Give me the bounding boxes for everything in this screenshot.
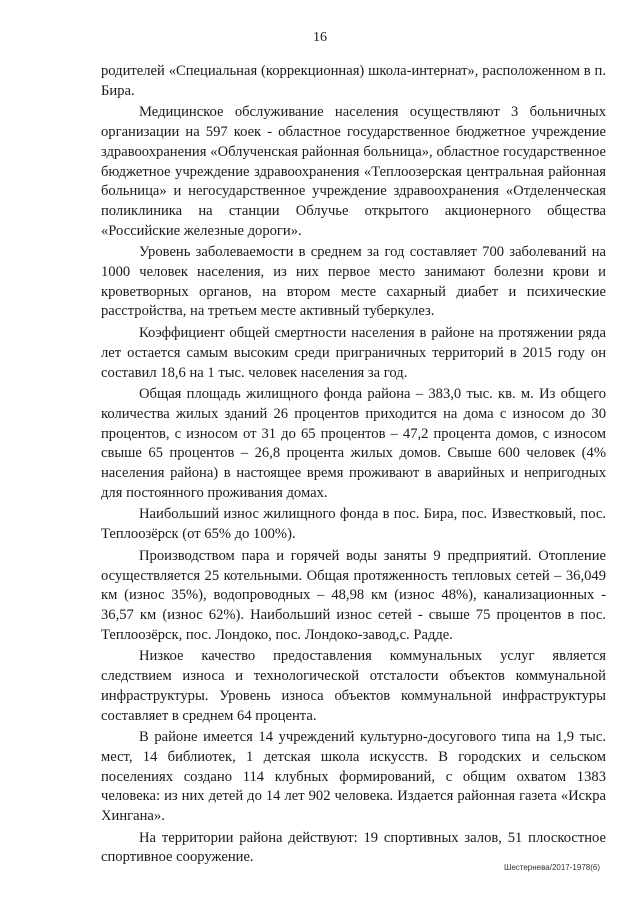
paragraph-5: Общая площадь жилищного фонда района – 383,0 тыс. кв. м. Из общего количества жилых зданий 26 процентов приходится на дома с износом до 30 процентов, с износом от 31 до 65 процентов – 47,2 процента домов, с износом свыше 65 процентов – 26,8 процента жилых домов. Свыше 600 человек (4% населения района) в настоящее время проживают в аварийных и непригодных для постоянного проживания домах. — [101, 386, 606, 501]
paragraph-3: Уровень заболеваемости в среднем за год составляет 700 заболеваний на 1000 человек населения, из них первое место занимают болезни крови и кроветворных органов, на втором месте сахарный диабет и психические расстройства, на третьем месте активный туберкулез. — [101, 244, 606, 320]
paragraph-7: Производством пара и горячей воды заняты 9 предприятий. Отопление осуществляется 25 котельными. Общая протяженность тепловых сетей – 36,049 км (износ 35%), водопроводных – 48,98 км (износ 48%), канализационных - 36,57 км (износ 62%). Наибольший износ сетей - свыше 75 процентов в пос. Теплоозёрск, пос. Лондоко, пос. Лондоко-завод,с. Радде. — [101, 547, 606, 643]
paragraph-10: На территории района действуют: 19 спортивных залов, 51 плоскостное спортивное сооружение. — [101, 829, 606, 866]
paragraph-8: Низкое качество предоставления коммунальных услуг является следствием износа и технологической отсталости объектов коммунальной инфраструктуры. Уровень износа объектов коммунальной инфраструктуры составляет в среднем 64 процента. — [101, 648, 606, 724]
paragraph-4: Коэффициент общей смертности населения в районе на протяжении ряда лет остается самым высоким среди приграничных территорий в 2015 году он составил 18,6 на 1 тыс. человек населения за год. — [101, 325, 606, 381]
page-number: 16 — [313, 30, 327, 45]
paragraph-1: родителей «Специальная (коррекционная) школа-интернат», расположенном в п. Бира. — [101, 63, 606, 99]
document-body — [101, 62, 606, 870]
paragraph-2: Медицинское обслуживание населения осуществляют 3 больничных организации на 597 коек - областное государственное бюджетное учреждение здравоохранения «Облученская районная больница», областное государственное бюджетное учреждение здравоохранения «Теплоозерская центральная районная больница» и негосударственное учреждение здравоохранения «Отделенческая поликлиника на станции Облучье открытого акционерного общества «Российские железные дороги». — [101, 104, 606, 239]
paragraph-9: В районе имеется 14 учреждений культурно-досугового типа на 1,9 тыс. мест, 14 библиотек, 1 детская школа искусств. В городских и сельском поселениях создано 114 клубных формирований, с общим охватом 1383 человека: из них детей до 14 лет 902 человека. Издается районная газета «Искра Хингана». — [101, 729, 606, 825]
footer-reference: Шестернева/2017-1978(6) — [504, 863, 600, 872]
paragraph-6: Наибольший износ жилищного фонда в пос. Бира, пос. Известковый, пос. Теплоозёрск (от 65% до 100%). — [101, 506, 606, 543]
